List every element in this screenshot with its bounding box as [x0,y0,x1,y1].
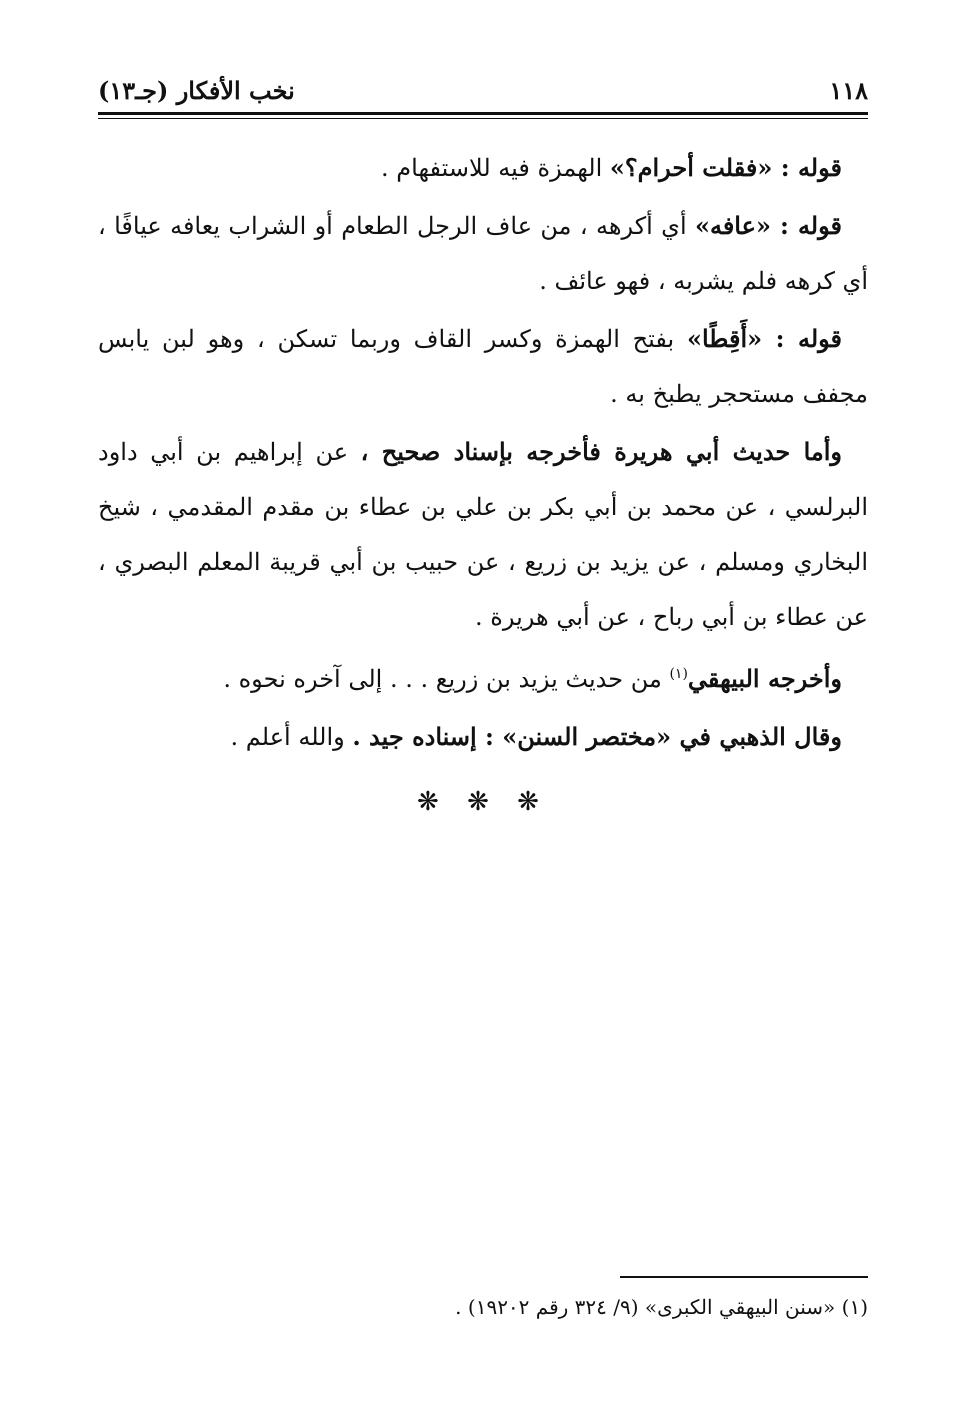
paragraph-text: بفتح الهمزة وكسر القاف وربما تسكن ، وهو لبن يابس مجفف مستحجر يطبخ به . [98,325,868,408]
paragraph-lead: قوله : «أَقِطًا» [686,324,843,353]
paragraph-text: من حديث يزيد بن زريع . . . إلى آخره نحوه . [223,665,670,693]
paragraph-lead: قوله : «فقلت أحرام؟» [609,153,842,182]
footnote-rule [620,1276,868,1278]
paragraph-lead: وأخرجه البيهقي [687,664,842,693]
header-rule-thin [98,118,868,119]
paragraph-3 [98,311,868,422]
footnote: (١) «سنن البيهقي الكبرى» (٩/ ٣٢٤ رقم ١٩٢٠٢) . [455,1295,868,1319]
paragraph-6 [98,709,868,765]
paragraph-2 [98,198,868,309]
paragraph-text: الهمزة فيه للاستفهام . [381,154,610,182]
page-header [98,72,868,108]
page-number: ١١٨ [829,75,868,105]
paragraph-text: عن إبراهيم بن أبي داود البرلسي ، عن محمد بن أبي بكر بن علي بن عطاء بن مقدم المقدمي ، شيخ البخاري ومسلم ، عن يزيد بن زريع ، عن حبيب بن أبي قريبة المعلم البصري ، عن عطاء بن أبي رباح ، عن أبي هريرة . [98,438,868,631]
running-title: نخب الأفكار (جـ١٣) [98,75,295,105]
paragraph-5 [98,647,868,707]
paragraph-4 [98,424,868,645]
header-rule [98,112,868,115]
main-text [98,140,868,830]
section-separator: ❋ ❋ ❋ [417,787,549,817]
footnote-ref: (١) [669,666,688,682]
paragraph-text: والله أعلم . [230,723,353,751]
paragraph-lead: وأما حديث أبي هريرة فأخرجه بإسناد صحيح ، [360,437,843,466]
paragraph-lead: قوله : «عافه» [694,211,842,240]
paragraph-text: أي أكرهه ، من عاف الرجل الطعام أو الشراب يعافه عيافًا ، أي كرهه فلم يشربه ، فهو عائف . [98,212,868,295]
paragraph-lead: وقال الذهبي في «مختصر السنن» : إسناده جيد . [352,722,842,751]
paragraph-1 [98,140,868,196]
